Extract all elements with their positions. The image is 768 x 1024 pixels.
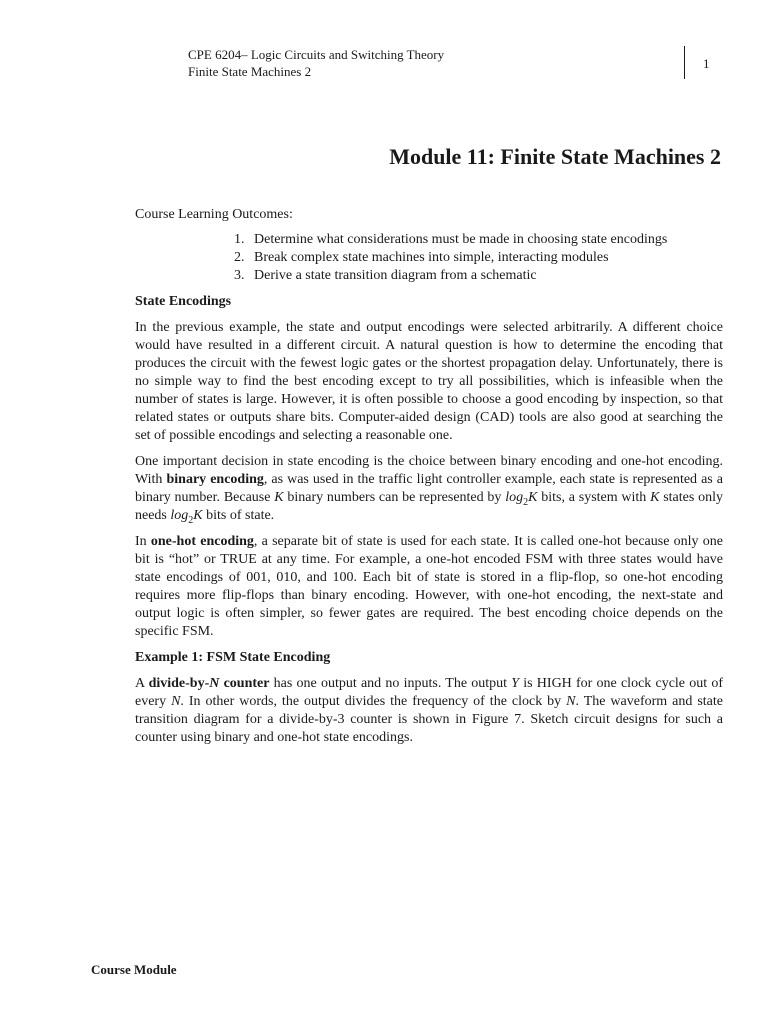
term-divide-by-n-counter	[149, 676, 270, 691]
outcomes-label: Course Learning Outcomes:	[135, 207, 293, 222]
math-y: Y	[511, 676, 520, 691]
section-heading-example: Example 1: FSM State Encoding	[135, 650, 331, 665]
text-run: In	[135, 534, 151, 549]
math-k: K	[193, 508, 203, 523]
text-run: . The waveform and state transition diagram for a divide-by-3 counter is shown in Figure 7. Sketch circuit designs for such a counter using binary and one-hot state encodings.	[135, 694, 723, 745]
text-run: A	[135, 676, 149, 691]
math-log2k	[170, 508, 203, 526]
course-name: CPE 6204– Logic Circuits and Switching Theory	[188, 47, 445, 62]
text-run: divide-by-	[148, 676, 210, 691]
header-divider	[684, 46, 685, 79]
math-log: log	[505, 490, 524, 505]
text-run: . In other words, the output divides the frequency of the clock by	[180, 694, 567, 709]
paragraph-one-hot-encoding	[135, 533, 723, 641]
math-log: log	[170, 508, 189, 523]
math-n: N	[566, 694, 576, 709]
page-footer: Course Module	[91, 962, 177, 977]
header-subtitle: Finite State Machines 2	[188, 64, 312, 79]
page-header	[188, 46, 444, 80]
text-run: One important decision in state encoding is the choice between binary encoding and one-hot encoding. With	[135, 454, 723, 487]
text-run: bits, a system with	[537, 490, 651, 505]
text-run: , a separate bit of state is used for each state. It is called one-hot because only one bit is “hot” or TRUE at any time. For example, a one-hot encoded FSM with three states would have state encodings of 001, 010, and 100. Each bit of state is stored in a flip-flop, so one-hot encoding requires more flip-flops than binary encoding. However, with one-hot encoding, the next-state and output logic is often simpler, so fewer gates are required. The best encoding choice depends on the specific FSM.	[135, 534, 723, 639]
page-number: 1	[703, 56, 710, 71]
module-title: Module 11: Finite State Machines 2	[389, 144, 721, 169]
paragraph-example	[135, 675, 723, 747]
math-k: K	[274, 490, 284, 505]
outcome-item: 3. Derive a state transition diagram from a schematic	[248, 267, 723, 285]
math-log2k	[505, 490, 538, 508]
math-n: N	[209, 676, 220, 691]
math-subscript: 2	[188, 514, 194, 526]
section-heading-state-encodings: State Encodings	[135, 294, 232, 309]
text-run: has one output and no inputs. The output	[269, 676, 512, 691]
math-n: N	[171, 694, 181, 709]
math-subscript: 2	[523, 496, 529, 508]
outcomes-list	[135, 231, 723, 285]
paragraph-intro: In the previous example, the state and output encodings were selected arbitrarily. A different choice would have resulted in a different circuit. A natural question is how to determine the encoding that produces the circuit with the fewest logic gates or the shortest propagation delay. Unfortunately, there is no simple way to find the best encoding except to try all possibilities, which is infeasible when the number of states is large. However, it is often possible to choose a good encoding by inspection, so that related states or outputs share bits. Computer-aided design (CAD) tools are also good at searching the set of possible encodings and selecting a reasonable one.	[135, 320, 723, 443]
outcome-item: 1. Determine what considerations must be made in choosing state encodings	[248, 231, 723, 249]
text-run: is HIGH for one clock cycle out of every	[135, 676, 723, 709]
text-run: counter	[219, 676, 270, 691]
math-k: K	[528, 490, 538, 505]
text-run: states only needs	[135, 490, 723, 523]
page-body	[135, 206, 723, 755]
term-one-hot-encoding: one-hot encoding	[150, 534, 254, 549]
text-run: binary numbers can be represented by	[283, 490, 506, 505]
text-run: bits of state.	[202, 508, 275, 523]
outcome-item: 2. Break complex state machines into simple, interacting modules	[248, 249, 723, 267]
text-run: , as was used in the traffic light controller example, each state is represented as a binary number. Because	[135, 472, 723, 505]
term-binary-encoding: binary encoding	[166, 472, 264, 487]
paragraph-binary-encoding	[135, 453, 723, 525]
math-k: K	[650, 490, 660, 505]
